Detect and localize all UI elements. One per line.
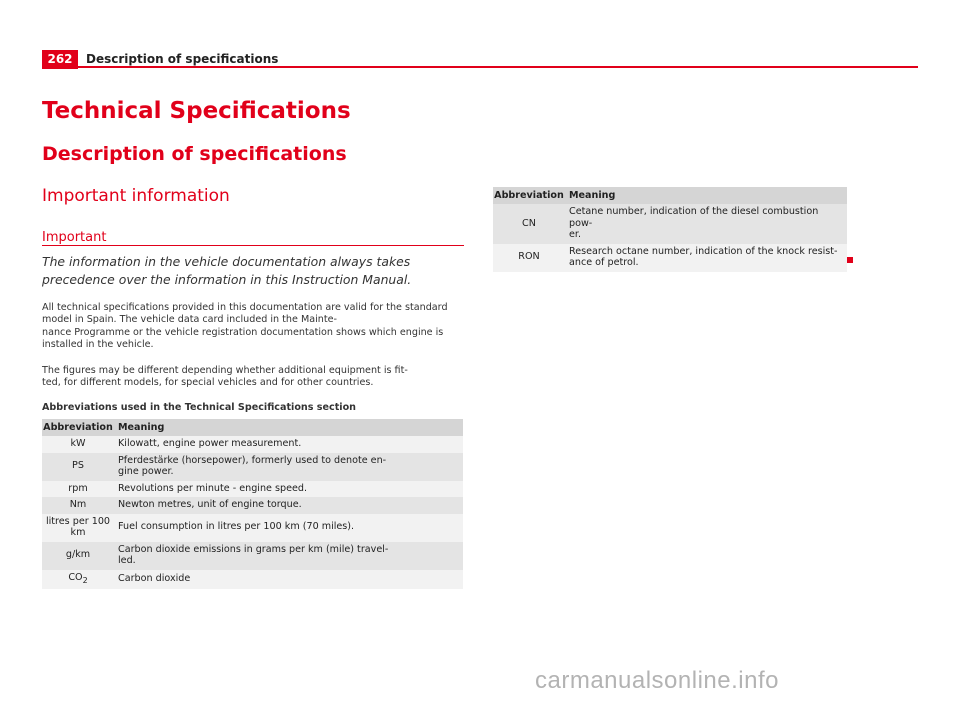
watermark-text: carmanualsonline.info xyxy=(535,667,779,694)
meaning-cell: Carbon dioxide xyxy=(114,570,463,589)
table-row xyxy=(42,497,463,514)
abbreviations-table xyxy=(42,419,463,589)
abbreviation-cell: PS xyxy=(42,453,114,481)
meaning-cell: Cetane number, indication of the diesel combustion pow- er. xyxy=(565,204,847,244)
subsection-title: Important information xyxy=(42,186,230,206)
paragraph-validity: All technical specifications provided in this documentation are valid for the standard model in Spain. The vehicle data card included in the Mainte- nance Programme or the vehicle registration documentation shows which engine is installed in the vehicle. xyxy=(42,302,448,350)
meaning-cell: Research octane number, indication of the knock resist- ance of petrol. xyxy=(565,244,847,272)
table-row xyxy=(493,204,847,244)
subscript-text: 2 xyxy=(82,575,88,585)
important-heading: Important xyxy=(42,230,107,245)
important-rule xyxy=(42,245,464,246)
meaning-cell: Pferdestärke (horsepower), formerly used to denote en- gine power. xyxy=(114,453,463,481)
column-header-meaning: Meaning xyxy=(114,419,463,436)
table-row xyxy=(42,542,463,570)
meaning-cell: Fuel consumption in litres per 100 km (70 miles). xyxy=(114,514,463,542)
column-header-meaning: Meaning xyxy=(565,187,847,204)
abbreviation-cell: CN xyxy=(493,204,565,244)
abbreviation-cell: rpm xyxy=(42,481,114,498)
page-number: 262 xyxy=(42,50,78,69)
table-row xyxy=(493,244,847,272)
paragraph-figures: The figures may be different depending whether additional equipment is fit- ted, for different models, for special vehicles and for other countries. xyxy=(42,365,408,389)
abbreviation-cell: kW xyxy=(42,436,114,453)
table-row xyxy=(42,453,463,481)
table-row xyxy=(42,481,463,498)
abbreviation-cell: g/km xyxy=(42,542,114,570)
abbreviation-cell: Nm xyxy=(42,497,114,514)
meaning-cell: Newton metres, unit of engine torque. xyxy=(114,497,463,514)
table-header-row xyxy=(42,419,463,436)
chapter-title: Technical Specifications xyxy=(42,98,351,124)
meaning-cell: Revolutions per minute - engine speed. xyxy=(114,481,463,498)
table-header-row xyxy=(493,187,847,204)
column-header-abbreviation: Abbreviation xyxy=(42,419,114,436)
abbreviations-caption: Abbreviations used in the Technical Specifications section xyxy=(42,402,357,413)
column-header-abbreviation: Abbreviation xyxy=(493,187,565,204)
section-title: Description of specifications xyxy=(42,143,347,165)
table-row xyxy=(42,436,463,453)
abbreviation-text: CO xyxy=(68,571,83,583)
fuel-abbreviations-table xyxy=(493,187,847,272)
lead-paragraph: The information in the vehicle documentation always takes precedence over the information in this Instruction Manual. xyxy=(42,254,412,287)
running-title: Description of specifications xyxy=(86,52,279,66)
abbreviation-cell: RON xyxy=(493,244,565,272)
abbreviation-cell: litres per 100 km xyxy=(42,514,114,542)
meaning-cell: Carbon dioxide emissions in grams per km (mile) travel- led. xyxy=(114,542,463,570)
section-end-marker xyxy=(847,257,853,263)
header-rule xyxy=(78,66,918,68)
abbreviation-cell xyxy=(42,570,114,589)
meaning-cell: Kilowatt, engine power measurement. xyxy=(114,436,463,453)
table-row xyxy=(42,570,463,589)
table-row xyxy=(42,514,463,542)
